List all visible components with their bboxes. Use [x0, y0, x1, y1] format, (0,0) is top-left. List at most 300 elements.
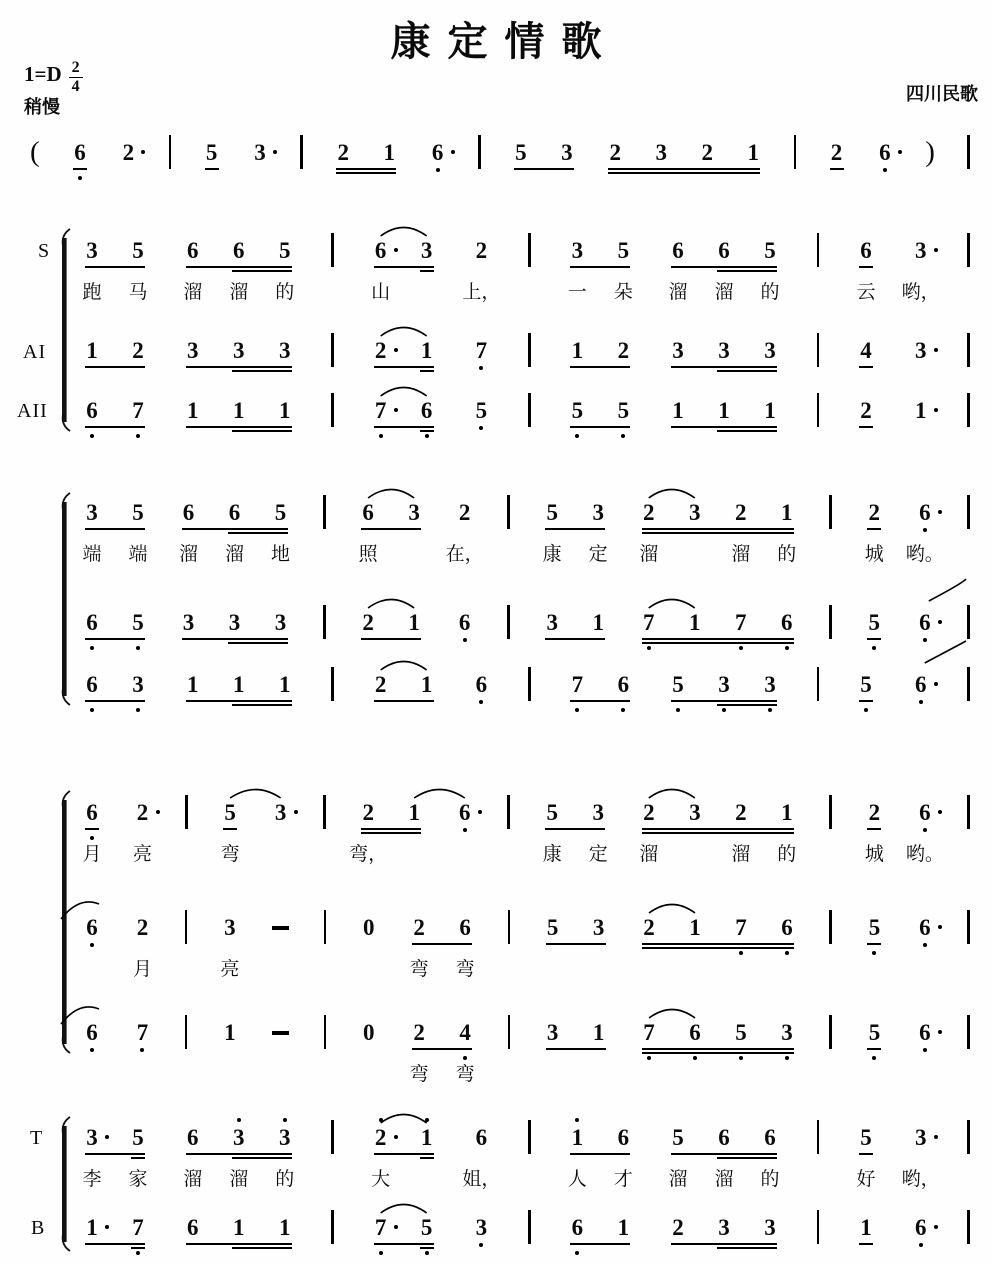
beam-group	[231, 338, 293, 364]
barline	[528, 233, 531, 267]
augmentation-dot	[105, 1225, 109, 1229]
note-token: 1	[718, 398, 730, 423]
rest-token: 0	[362, 1020, 375, 1045]
note-token: 2 弯	[411, 1020, 427, 1046]
beam-group	[181, 610, 289, 636]
key-label: 1=D	[24, 62, 62, 87]
lyric-syllable: 姐，	[462, 1169, 501, 1190]
slur-arcs	[84, 889, 970, 919]
octave-dot-below	[479, 700, 483, 704]
beam-group	[714, 1125, 780, 1190]
octave-dot-below	[872, 646, 876, 650]
note-token: 7	[569, 672, 585, 698]
barline	[478, 135, 481, 169]
note-token: 2 弯，	[360, 800, 376, 826]
note-token: 7	[134, 1020, 150, 1046]
barline	[967, 910, 970, 944]
lyric-syllable: 的	[777, 844, 797, 865]
augmentation-dot	[156, 810, 160, 814]
note-token: 6 照	[360, 500, 376, 526]
octave-dot-below	[785, 646, 789, 650]
lyric-syllable: 弯	[409, 959, 429, 980]
note-token: 1	[913, 398, 929, 424]
augmentation-dot	[478, 810, 482, 814]
barline	[967, 1120, 970, 1154]
lyric-syllable: 哟，	[901, 1169, 940, 1190]
note-token: 3	[274, 610, 287, 635]
note-token: 3 李	[84, 1125, 100, 1151]
note-token: 6 哟。	[917, 500, 933, 526]
beam-group	[569, 672, 631, 698]
beam-group	[668, 1125, 780, 1190]
lyric-syllable: 在，	[445, 544, 484, 565]
note-token: 5 地	[273, 500, 289, 526]
octave-dot-below	[463, 638, 467, 642]
lyric-syllable: 跑	[82, 282, 102, 303]
note-token: 5	[866, 610, 882, 636]
beam-group	[856, 238, 876, 303]
note-token: 2	[672, 1215, 684, 1240]
barline	[967, 1210, 970, 1244]
octave-dot-below	[136, 434, 140, 438]
note-token: 6	[913, 672, 929, 698]
note-token: 5 的	[762, 238, 778, 264]
system-bracket	[59, 790, 73, 1054]
note-token: 1	[672, 398, 684, 423]
note-token: 2	[701, 140, 714, 165]
note-token: 6	[779, 610, 795, 636]
beam-group	[714, 238, 780, 303]
barline	[817, 667, 820, 701]
beam-group	[227, 610, 289, 636]
barline	[331, 233, 334, 267]
note-token: 3 一	[569, 238, 585, 264]
lyric-syllable: 月	[132, 959, 152, 980]
lyric-syllable: 上，	[462, 282, 501, 303]
note-token: 3 的	[277, 1125, 293, 1151]
augmentation-dot	[273, 150, 277, 154]
beam-group	[185, 338, 293, 364]
octave-dot-below	[479, 366, 483, 370]
note-token: 3 定	[590, 500, 606, 526]
barline	[829, 910, 832, 944]
note-token: 6	[186, 1215, 199, 1240]
note-token: 2	[120, 140, 136, 166]
note-token: 2	[860, 398, 872, 423]
note-token: 6	[569, 1215, 585, 1241]
voice-label-aii: AII	[17, 400, 48, 422]
note-token: 3 定	[590, 800, 606, 826]
note-token: 5 康	[544, 500, 560, 526]
lyric-syllable: 溜	[179, 544, 199, 565]
beam-group	[569, 1215, 631, 1241]
note-token: 2 在，	[457, 500, 473, 526]
note-token: 3	[182, 610, 195, 635]
note-token: 3	[473, 1215, 489, 1241]
note-token: 5	[615, 398, 631, 424]
note-token: 6 溜	[231, 238, 247, 264]
note-token: 2	[609, 140, 622, 165]
note-token: 3	[779, 1020, 795, 1046]
note-token: 3	[592, 915, 605, 940]
note-token: 6	[877, 140, 893, 166]
beam-group	[858, 1215, 874, 1241]
note-token: 3	[762, 672, 778, 698]
note-token: 1 人	[569, 1125, 585, 1151]
note-token: 2	[830, 140, 843, 165]
voice-label-b: B	[31, 1217, 46, 1239]
beam-group	[639, 500, 797, 565]
octave-dot-below	[722, 708, 726, 712]
octave-dot-below	[479, 426, 483, 430]
lyric-syllable: 一	[567, 282, 587, 303]
beam-group	[82, 500, 148, 565]
octave-dot-below	[676, 708, 680, 712]
note-token: 7	[373, 398, 389, 424]
note-token: 1	[186, 672, 199, 697]
barline	[528, 667, 531, 701]
music-line	[84, 672, 970, 698]
augmentation-dot	[938, 1030, 942, 1034]
beam-group	[335, 140, 397, 166]
barline	[331, 667, 334, 701]
note-token: 1	[688, 610, 701, 635]
beam-group	[231, 672, 293, 698]
system-bracket	[59, 228, 73, 432]
octave-dot-below	[90, 708, 94, 712]
note-token: 2	[373, 338, 389, 364]
note-token: 2 城	[866, 500, 882, 526]
note-token: 7	[733, 915, 749, 941]
note-token: 1	[408, 610, 420, 635]
beam-group	[641, 610, 795, 636]
beam-group	[419, 398, 435, 424]
note-token: 6 山	[373, 238, 389, 264]
beam-group	[856, 1125, 876, 1190]
barline	[507, 495, 510, 529]
tempo-marking: 稍慢	[24, 97, 60, 117]
augmentation-dot	[394, 1225, 398, 1229]
barline	[817, 393, 820, 427]
note-token: 2	[374, 672, 387, 697]
augmentation-dot	[934, 408, 938, 412]
note-token: 6	[419, 398, 435, 424]
barline	[331, 393, 334, 427]
note-token: 5 康	[544, 800, 560, 826]
dash-extension	[272, 926, 289, 930]
lyric-syllable: 溜	[731, 844, 751, 865]
barline	[508, 910, 511, 944]
note-token: 2	[362, 610, 374, 635]
lyric-syllable: 定	[588, 544, 608, 565]
music-line	[84, 1020, 970, 1085]
lyric-syllable: 朵	[613, 282, 633, 303]
beam-group	[864, 500, 884, 565]
beam-group	[419, 1125, 435, 1151]
note-token: 5	[130, 610, 146, 636]
note-token: 3	[420, 238, 433, 263]
voice-label-s: S	[38, 240, 51, 262]
lyric-syllable: 的	[275, 1169, 295, 1190]
time-signature-denominator: 4	[71, 78, 80, 96]
augmentation-dot	[898, 150, 902, 154]
note-token: 6	[84, 672, 100, 698]
barline	[331, 333, 334, 367]
barline	[967, 333, 970, 367]
beam-group	[858, 398, 874, 424]
beam-group	[84, 610, 146, 636]
lyric-syllable: 弯，	[349, 844, 388, 865]
octave-dot-below	[463, 1056, 467, 1060]
octave-dot-below	[90, 943, 94, 947]
beam-group	[373, 398, 435, 424]
beam-group	[409, 915, 475, 980]
lyric-syllable: 月	[82, 844, 102, 865]
note-token: 3 溜	[231, 1125, 247, 1151]
lyric-syllable: 弯	[455, 1064, 475, 1085]
octave-dot-below	[90, 836, 94, 840]
note-token: 5	[866, 915, 882, 941]
note-token: 1	[383, 140, 396, 165]
note-token: 6 溜	[716, 1125, 732, 1151]
octave-dot-below	[739, 646, 743, 650]
music-line	[84, 1215, 970, 1241]
beam-group	[229, 1125, 295, 1190]
note-token: 2 溜	[733, 800, 749, 826]
note-token: 3 哟，	[913, 1125, 929, 1151]
octave-dot-below	[739, 951, 743, 955]
barline	[817, 1120, 820, 1154]
note-token: 1	[747, 140, 760, 165]
beam-group	[82, 1125, 148, 1190]
beam-group	[829, 140, 845, 166]
octave-dot-below	[575, 1251, 579, 1255]
beam-group	[419, 338, 435, 364]
note-token: 3 亮	[222, 915, 238, 941]
lyric-syllable: 的	[275, 282, 295, 303]
note-token: 5	[858, 672, 874, 698]
lyric-syllable: 地	[271, 544, 291, 565]
beam-group	[716, 1215, 778, 1241]
note-token: 5 家	[130, 1125, 146, 1151]
note-token: 1	[84, 1215, 100, 1241]
barline	[185, 795, 188, 829]
note-token: 6	[457, 610, 473, 636]
lyric-syllable: 哟，	[901, 282, 940, 303]
lyric-syllable: 溜	[714, 1169, 734, 1190]
beam-group	[569, 338, 631, 364]
octave-dot-below	[379, 1251, 383, 1255]
source-attribution: 四川民歌	[906, 84, 978, 104]
note-token: 2 溜	[733, 500, 749, 526]
lyric-syllable: 的	[760, 1169, 780, 1190]
music-line	[82, 500, 970, 565]
octave-dot-below	[425, 1251, 429, 1255]
barline	[794, 135, 797, 169]
barline	[323, 605, 326, 639]
music-line	[84, 398, 970, 424]
note-token: 3	[688, 500, 701, 525]
augmentation-dot	[451, 150, 455, 154]
note-token: 1	[278, 672, 291, 697]
octave-dot-below	[872, 951, 876, 955]
note-token: 1	[232, 398, 245, 423]
lyric-syllable: 人	[567, 1169, 587, 1190]
beam-group	[82, 238, 148, 303]
note-token: 5	[515, 140, 527, 165]
octave-dot-below	[785, 1056, 789, 1060]
note-token: 6	[84, 610, 100, 636]
note-token: 2 亮	[135, 800, 151, 826]
lyric-syllable: 李	[82, 1169, 102, 1190]
beam-group	[858, 338, 874, 364]
octave-dot-below	[739, 1056, 743, 1060]
lyric-syllable: 家	[128, 1169, 148, 1190]
note-token: 2 月	[134, 915, 150, 941]
beam-group	[349, 800, 422, 865]
beam-group	[569, 398, 631, 424]
barline	[967, 495, 970, 529]
beam-group	[641, 1020, 795, 1046]
note-token: 7	[130, 398, 146, 424]
note-token: 5 朵	[615, 238, 631, 264]
octave-dot-below	[136, 1251, 140, 1255]
barline	[967, 667, 970, 701]
octave-dot-below	[136, 646, 140, 650]
octave-dot-below	[883, 168, 887, 172]
barline	[829, 795, 832, 829]
note-token: 4 弯	[457, 1020, 473, 1046]
beam-group	[670, 1215, 778, 1241]
barline	[967, 393, 970, 427]
beam-group	[373, 338, 435, 364]
note-token: 6 云	[858, 238, 874, 264]
augmentation-dot	[141, 150, 145, 154]
augmentation-dot	[394, 348, 398, 352]
barline	[967, 1015, 970, 1049]
lyric-syllable: 山	[371, 282, 391, 303]
note-token: 1	[689, 915, 701, 940]
octave-dot-below	[872, 1056, 876, 1060]
note-token: 6	[72, 140, 88, 166]
note-token: 6	[430, 140, 446, 166]
octave-dot-above	[425, 1118, 429, 1122]
beam-group	[84, 1215, 146, 1241]
beam-group	[204, 140, 220, 166]
note-token: 6 姐，	[473, 1125, 489, 1151]
barline	[185, 1015, 188, 1049]
note-token: 5 好	[858, 1125, 874, 1151]
octave-dot-below	[78, 176, 82, 180]
octave-dot-above	[379, 1118, 383, 1122]
beam-group	[231, 1215, 293, 1241]
note-token: 5	[473, 398, 489, 424]
note-token: 3	[228, 610, 241, 635]
note-token: 2	[643, 915, 655, 940]
note-token: 5	[670, 672, 686, 698]
octave-dot-below	[136, 708, 140, 712]
lyric-syllable: 的	[777, 544, 797, 565]
lyric-syllable: 端	[128, 544, 148, 565]
note-token: 5	[866, 1020, 882, 1046]
beam-group	[130, 1215, 146, 1241]
lyric-syllable: 康	[542, 544, 562, 565]
note-token: 5	[205, 140, 218, 165]
note-token: 1 的	[779, 500, 795, 526]
beam-group	[229, 238, 295, 303]
note-token: 1	[420, 338, 433, 363]
note-token: 6	[84, 398, 100, 424]
beam-group	[513, 140, 575, 166]
lyric-syllable: 溜	[668, 1169, 688, 1190]
beam-group	[858, 672, 874, 698]
beam-group	[716, 398, 778, 424]
note-token: 3	[278, 338, 291, 363]
note-token: 6 溜	[185, 1125, 201, 1151]
music-line	[84, 915, 970, 980]
beam-group	[360, 610, 422, 636]
note-token: 6 溜	[716, 238, 732, 264]
octave-dot-below	[923, 828, 927, 832]
time-signature	[69, 59, 83, 97]
system-bracket	[59, 1116, 73, 1252]
lyric-syllable: 大	[371, 1169, 391, 1190]
note-token: 6 溜	[670, 238, 686, 264]
beam-group	[716, 672, 778, 698]
beam-group	[641, 915, 795, 941]
dash-extension	[272, 1031, 289, 1035]
note-token: 3 跑	[84, 238, 100, 264]
octave-dot-below	[90, 434, 94, 438]
note-token: 6	[917, 610, 933, 636]
rest-token: 0	[362, 915, 375, 940]
note-token: 1	[278, 398, 291, 423]
octave-dot-below	[768, 708, 772, 712]
barline	[324, 910, 327, 944]
octave-dot-below	[575, 708, 579, 712]
note-token: 6 的	[762, 1125, 778, 1151]
note-token: 2 城	[866, 800, 882, 826]
note-token: 5 马	[130, 238, 146, 264]
beam-group	[419, 238, 435, 264]
barline	[528, 1210, 531, 1244]
note-token: 3 端	[84, 500, 100, 526]
octave-dot-below	[90, 646, 94, 650]
note-token: 5	[546, 915, 559, 940]
lyric-syllable: 云	[856, 282, 876, 303]
music-line	[30, 136, 970, 168]
note-token: 6 月	[84, 800, 100, 826]
beam-group	[544, 610, 606, 636]
lyric-syllable: 溜	[731, 544, 751, 565]
octave-dot-below	[919, 1243, 923, 1247]
lyric-syllable: 康	[542, 844, 562, 865]
beam-group	[607, 140, 761, 166]
note-token: 6	[473, 672, 489, 698]
beam-group	[373, 1215, 435, 1241]
note-token: 3	[689, 800, 701, 825]
note-token: 1	[278, 1215, 291, 1240]
lyric-syllable: 溜	[225, 544, 245, 565]
beam-group	[183, 238, 295, 303]
note-token: 3	[913, 338, 929, 364]
augmentation-dot	[934, 1135, 938, 1139]
note-token: 3	[655, 140, 668, 165]
lyric-syllable: 弯	[220, 844, 240, 865]
note-token: 1	[592, 610, 604, 635]
augmentation-dot	[105, 1135, 109, 1139]
music-line	[82, 800, 970, 865]
